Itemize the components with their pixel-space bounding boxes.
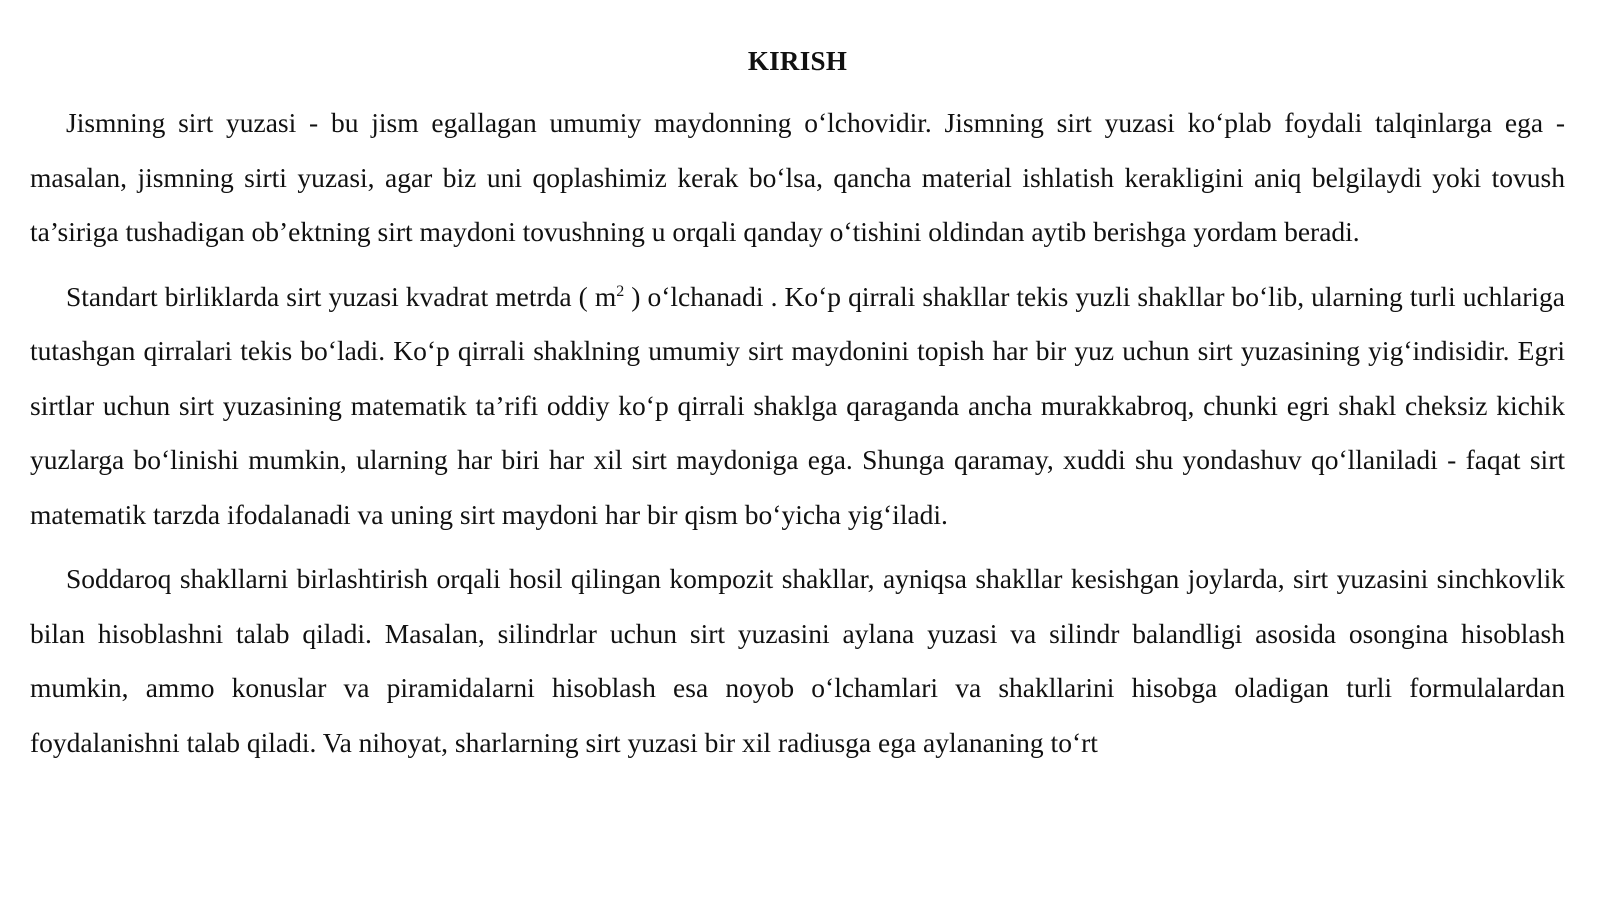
paragraph-composite-shapes: Soddaroq shakllarni birlashtirish orqali hosil qilingan kompozit shakllar, ayniqsa shakllar kesishgan joylarda, sirt yuzasini sinchkovlik bilan hisoblashni talab qiladi. Masalan, silindrlar uchun sirt yuzasini aylana yuzasi va silindr balandligi asosida osongina hisoblash mumkin, ammo konuslar va piramidalarni hisoblash esa noyob o‘lchamlari va shakllarini hisobga oladigan turli formulalardan foydalanishni talab qiladi. Va nihoyat, sharlarning sirt yuzasi bir xil radiusga ega aylananing to‘rt	[30, 563, 1565, 758]
paragraph-units-text-before: Standart birliklarda sirt yuzasi kvadrat metrda (	[66, 280, 588, 312]
unit-base: m	[594, 280, 617, 312]
document-page	[30, 0, 1565, 770]
paragraph-units-text-after: ) o‘lchanadi . Ko‘p qirrali shakllar tekis yuzli shakllar bo‘lib, ularning turli uchlariga tutashgan qirralari tekis bo‘ladi. Ko‘p qirrali shaklning umumiy sirt maydonini topish har bir yuz uchun sirt yuzasining yig‘indisidir. Egri sirtlar uchun sirt yuzasining matematik ta’rifi oddiy ko‘p qirrali shaklga qaraganda ancha murakkabroq, chunki egri shakl cheksiz kichik yuzlarga bo‘linishi mumkin, ularning har biri har xil sirt maydoniga ega. Shunga qaramay, xuddi shu yondashuv qo‘llaniladi - faqat sirt matematik tarzda ifodalanadi va uning sirt maydoni har bir qism bo‘yicha yig‘iladi.	[30, 280, 1566, 530]
paragraph-units	[30, 270, 1565, 543]
unit-square-meter	[595, 281, 624, 312]
document-title: KIRISH	[747, 46, 848, 76]
unit-exponent: 2	[616, 282, 625, 300]
paragraph-intro: Jismning sirt yuzasi - bu jism egallagan umumiy maydonning o‘lchovidir. Jismning sirt yuzasi ko‘plab foydali talqinlarga ega - masalan, jismning sirti yuzasi, agar biz uni qoplashimiz kerak bo‘lsa, qancha material ishlatish kerakligini aniq belgilaydi yoki tovush ta’siriga tushadigan ob’ektning sirt maydoni tovushning u orqali qanday o‘tishini oldindan aytib berishga yordam beradi.	[30, 107, 1565, 247]
